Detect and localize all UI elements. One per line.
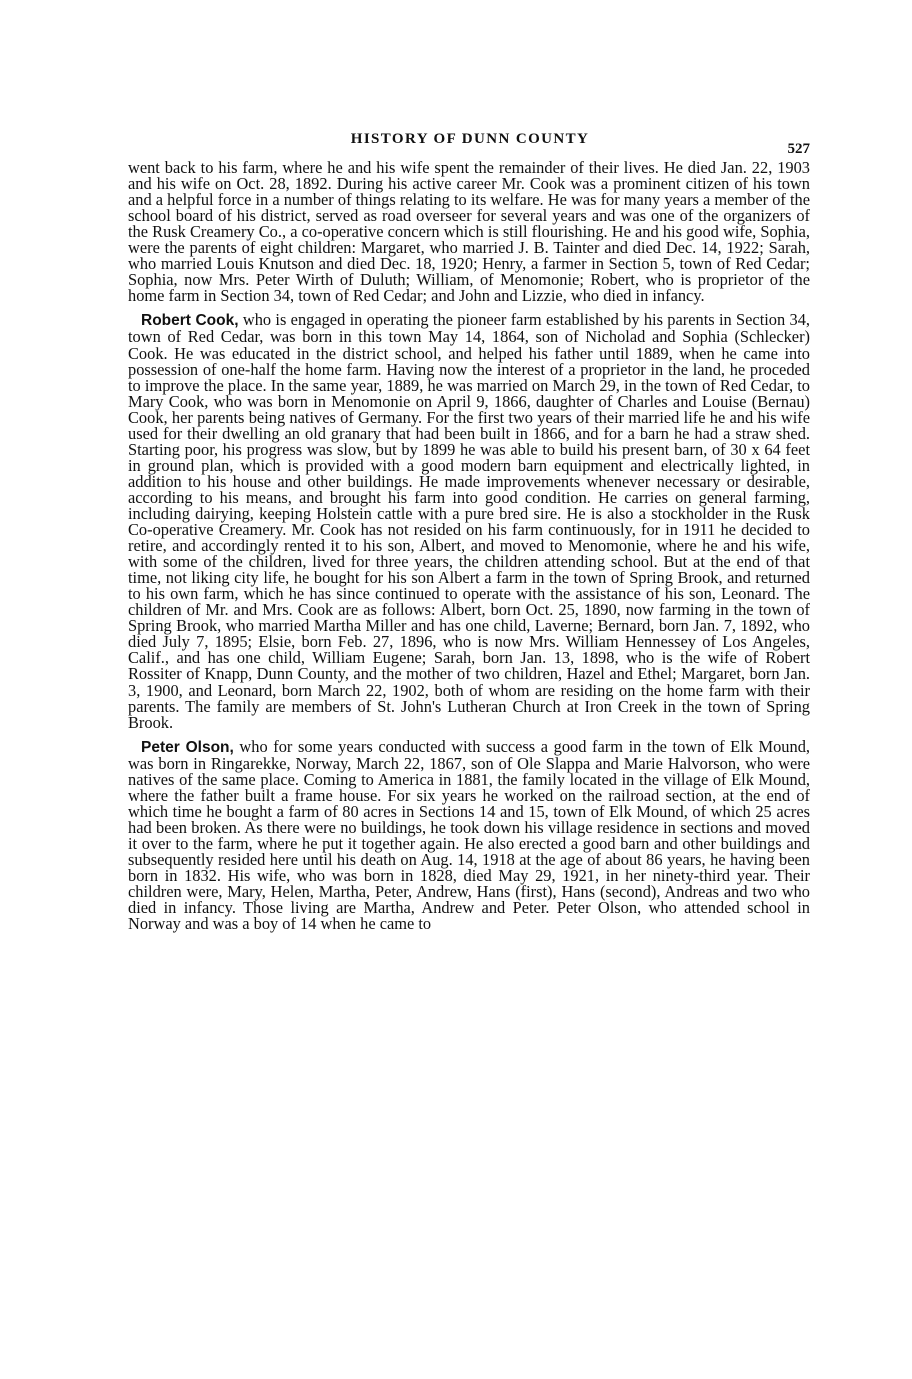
- entry-name-peter-olson: Peter Olson,: [141, 738, 234, 756]
- paragraph-peter-olson: [128, 736, 810, 934]
- paragraph-robert-cook: [128, 312, 810, 730]
- paragraph-text: went back to his farm, where he and his wife spent the remainder of their lives. He died Jan. 22, 1903 and his wife on Oct. 28, 1892. During his active career Mr. Cook was a prominent citizen of his town and a helpful force in a number of things relating to its welfare. He was for many years a member of the school board of his district, served as road overseer for several years and was one of the organizers of the Rusk Creamery Co., a co-operative concern which is still flourishing. He and his good wife, Sophia, were the parents of eight children: Margaret, who married J. B. Tainter and died Dec. 14, 1922; Sarah, who married Louis Knutson and died Dec. 18, 1920; Henry, a farmer in Section 5, town of Red Cedar; Sophia, now Mrs. Peter Wirth of Duluth; William, of Menomonie; Robert, who is proprietor of the home farm in Section 34, town of Red Cedar; and John and Lizzie, who died in infancy.: [128, 158, 810, 306]
- paragraph-cook-family: [128, 160, 810, 304]
- body-text: [128, 160, 810, 932]
- running-title: HISTORY OF DUNN COUNTY: [350, 131, 590, 147]
- page-header: [130, 131, 810, 157]
- paragraph-text: who is engaged in operating the pioneer farm established by his parents in Section 34, town of Red Cedar, was born in this town May 14, 1864, son of Nicholad and Sophia (Schlecker) Cook. He was educated in the district school, and helped his father until 1889, when he came into possession of one-half the home farm. Having now the interest of a proprietor in the land, he proceded to improve the place. In the same year, 1889, he was married on March 29, in the town of Red Cedar, to Mary Cook, who was born in Menomonie on April 9, 1866, daughter of Charles and Louise (Bernau) Cook, her parents being natives of Germany. For the first two years of their married life he and his wife used for their dwelling an old granary that had been built in 1866, and for a barn he had a straw shed. Starting poor, his progress was slow, but by 1899 he was able to build his present barn, of 30 x 64 feet in ground plan, which is provided with a good modern barn equipment and electrically lighted, in addition to his house and other buildings. He made improvements whenever necessary or desirable, according to his means, and brought his farm into good condition. He carries on general farming, including dairying, keeping Holstein cattle with a pure bred sire. He is also a stockholder in the Rusk Co-operative Creamery. Mr. Cook has not resided on his farm continuously, for in 1911 he decided to retire, and accordingly rented it to his son, Albert, and moved to Menomonie, where he and his wife, with some of the children, lived for three years, the children attending school. But at the end of that time, not liking city life, he bought for his son Albert a farm in the town of Spring Brook, and returned to his own farm, which he has since continued to operate with the assistance of his son, Leonard. The children of Mr. and Mrs. Cook are as follows: Albert, born Oct. 25, 1890, now farming in the town of Spring Brook, who married Martha Miller and has one child, Laverne; Bernard, born Jan. 7, 1892, who died July 7, 1895; Elsie, born Feb. 27, 1896, who is now Mrs. William Hennessey of Los Angeles, Calif., and has one child, William Eugene; Sarah, born Jan. 13, 1898, who is the wife of Robert Rossiter of Knapp, Dunn County, and the mother of two children, Hazel and Ethel; Margaret, born Jan. 3, 1900, and Leonard, born March 22, 1902, both of whom are residing on the home farm with their parents. The family are members of St. John's Lutheran Church at Iron Creek in the town of Spring Brook.: [128, 310, 811, 732]
- entry-name-robert-cook: Robert Cook,: [141, 312, 239, 330]
- paragraph-text: who for some years conducted with success a good farm in the town of Elk Mound, was born in Ringarekke, Norway, March 22, 1867, son of Ole Slappa and Marie Halvorson, who were natives of the same place. Coming to America in 1881, the family located in the village of Elk Mound, where the father built a frame house. For six years he worked on the railroad section, at the end of which time he bought a farm of 80 acres in Sections 14 and 15, town of Elk Mound, of which 25 acres had been broken. As there were no buildings, he took down his village residence in sections and moved it over to the farm, where he put it together again. He also erected a good barn and other buildings and subsequently resided here until his death on Aug. 14, 1918 at the age of about 86 years, he having been born in 1832. His wife, who was born in 1828, died May 29, 1921, in her ninety-third year. Their children were, Mary, Helen, Martha, Peter, Andrew, Hans (first), Hans (second), Andreas and two who died in infancy. Those living are Martha, Andrew and Peter. Peter Olson, who attended school in Norway and was a boy of 14 when he came to: [128, 736, 810, 934]
- page-number: 527: [787, 141, 810, 157]
